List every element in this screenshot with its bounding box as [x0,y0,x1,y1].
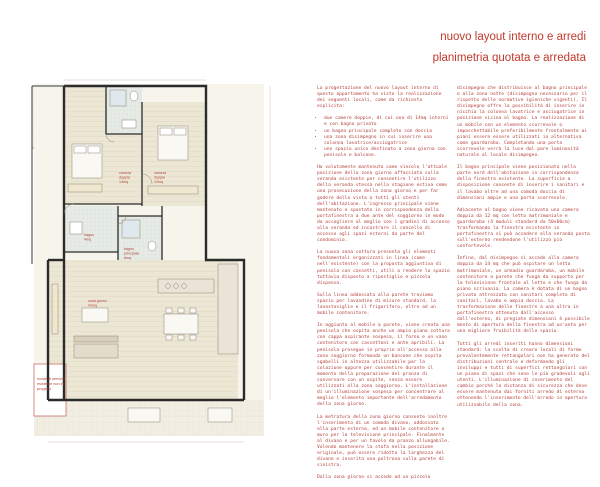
toilet-icon [130,91,138,101]
chair-icon [190,335,196,340]
pillow-icon [174,128,186,135]
label-bagno-2-text: bagno principale 6mq [124,247,140,260]
label-camera-2-text: camera doppia 12mq [154,171,166,184]
paragraph: La nuova zona cottura presenta gli elementi fondamentali organizzati in linea (come nell'esistente) con la proposta aggiuntiva di penisola con cassetti, utili a rendere lo spazio tuttavia disposto a ripostiglio e piccola dispensa. [317,250,450,286]
shower-icon [110,90,126,106]
toilet-icon [148,241,156,251]
pillow-icon [74,146,86,153]
chair-icon [190,308,196,313]
label-zona-giorno-text: zona giorno 41mq [88,299,107,308]
pillow-icon [160,128,172,135]
label-camera-1-text: camera doppia 14mq [119,171,131,184]
page-subtitle: planimetria quotata e arredata [432,52,586,64]
coffee-table [82,308,108,322]
kitchen-counter [218,264,238,354]
sofa-icon [74,344,118,358]
wardrobe-1 [68,184,102,192]
paragraph: In aggiunta al mobile a parete, viene creata una penisola che ospita anche un ampio piano cottura con cappa aspirante sospesa, il forno e un vano contenitore con cassettoni e ante apribili. La penisola prosegue in proprio all'accesso alla zona soggiorno formando un bancone che ospita sgabelli in altezza utilizzabile per la colazione oppure per consentire durante il momento della preparazione del pranzo di conversare con un ospite, senza essere utilizzati alla zona soggiorno. L'installazione di un'illuminazione sospesa per concentrare al meglio l'elemento importante dell'arredamento della zona giorno. [317,323,450,408]
text-column-right [457,86,591,415]
wardrobe-2 [148,186,198,194]
sink-icon [122,120,136,128]
list-item: • due camere doppie, di cui una di 14mq interni e con bagno privato [324,116,451,128]
sofa-back [74,336,118,342]
kitchen-peninsula [158,279,214,293]
text-column-left [317,86,451,487]
tv-unit [52,284,58,334]
shower-icon [122,220,140,238]
terrace-table [128,408,160,422]
paragraph: Dalla zona giorno si accede ad un piccolo [317,475,431,481]
page-title: nuovo layout interno e arredi [440,31,586,43]
list-item: • una zona disimpegno in cui inserire una colonna lavatrice/asciugatrice [324,135,451,147]
chair-icon [166,308,172,313]
terrace-lounger [208,408,232,422]
paragraph: Infine, dal disimpegno si accede alla camera doppia da 14 mq che può ospitare un letto matrimoniale, un armadio guardaroba, un mobile contenitore a parete che funga da supporto per la televisione frontale al letto e che funga da piano scrivania. La camera è dotata di un bagno privato attrezzato con sanitari completo di sanitari, lavabo e ampia doccia. La trasformazione delle finestre a una altra in portafinestra ottenuta dall'accesso dall'esterno, di pregiate dimensioni è possibile mento di apertura della finestra ad un'anta per una migliore fruibilità dello spazio. [457,256,590,335]
list-item: • uno spazio unico destinato a zona giorno con penisola e balcone. [324,147,451,159]
chair-icon [178,335,184,340]
requirements-list [317,116,451,159]
paragraph: Tutti gli arredi inseriti hanno dimensioni standard: la scelta di creare locali di forme prevalentemente rettangolari non ha generato del distribuzioni centrale e deformando gli inviluppi e tutti di superfici rettangolari con un piano di spazi che sono le più gradevoli agli utenti. L'illuminazione di inserimento del cambio perché la distanza di sicurezza che deve essere mantenuta dai forniti arredo di esterno ottenendo l'inserimento dell'arredo in apertura utilizzabile della zona. [457,341,590,408]
paragraph: La progettazione del nuovo layout interno di questo appartamento ha visto la realizzazione dei seguenti locali, come da richiesta esplicita: [317,86,442,110]
paragraph: Il bagno principale viene posizionato nella parte nord dell'abitazione in corrispondenza della finestra esistente. La superficie a disposizione consente di inserire i sanitari e il lavabo oltre ad una comoda doccia di dimensioni ampie e una porta scorrevole. [457,165,585,201]
label-locale-servizio: locale di servizio esistente non in progetto [37,377,65,391]
paragraph: Adiacente al bagno viene ricavata una camera doppia da 12 mq con letto matrimoniale e guardaroba (4 moduli standard da 50x60cm) trasformando la finestra esistente in portafinestra si può accedere alla veranda posta sull'esterno rendendone l'utilizzo più confortevole. [457,207,590,250]
label-bagno-1-text: bagno 4mq [84,233,94,242]
chair-icon [166,335,172,340]
paragraph: Sulla linea addossata alla parete troviamo spazio per lavandino di misure standard, la lavastoviglie e il frigorifero, oltre ad un mobile contenitore. [317,292,436,317]
paragraph: La metratura della zona giorno consente inoltre l'inserimento di un comodo divano, addossato alla parte esterna, ed un mobile contenitore a muro per la televisione principale. Finalmente al divano e per un tavolo da pranzo allungabile. Volendo mantenere la stufa nella posizione originale, può essere ridotta la larghezza del divano e inserita una poltrona sulla parete di sinistra. [317,414,450,469]
paragraph: Ho volutamente mantenuto come vincolo l'attuale posizione della zona giorno affacciata sulla veranda esistente per consentire l'utilizzo della veranda stessa nella stagione estiva come una prosecuzione della zona giorno e per far godere della vista a tutti gli utenti dell'abitazione. L'ingresso principale viene mantenuto e spostato in corrispondenza della portafinestra a due ante del soggiorno in modo da accogliere al meglio con i gradini di accesso alla veranda ed incastrare il cancello di accesso agli spazi esterni da parte del condominio. [317,165,450,244]
floor-plan [8,74,308,448]
list-item: • un bagno principale completo con doccia [324,129,451,135]
pillow-icon [88,146,100,153]
dining-table [164,314,198,334]
washer-icon [70,222,82,234]
chair-icon [178,308,184,313]
paragraph: disimpegno che distribuisce al bagno principale e alla zona notte (disimpegno necessario per il rispetto delle normative igieniche vigenti). Il disimpegno offre la possibilità di inserire in nicchia la colonna lavatrice e asciugatrice in posizione vicina al bagno. La realizzazione di un mobile con un elemento scorrevole o impacchettabile preferibilmente frontalmente ai piani essere essere utilizzati in alternativa come guardaroba. Completando una porta scorrevole verrà la luce dal pare luminosità naturale al locale disimpegno. [457,86,587,159]
